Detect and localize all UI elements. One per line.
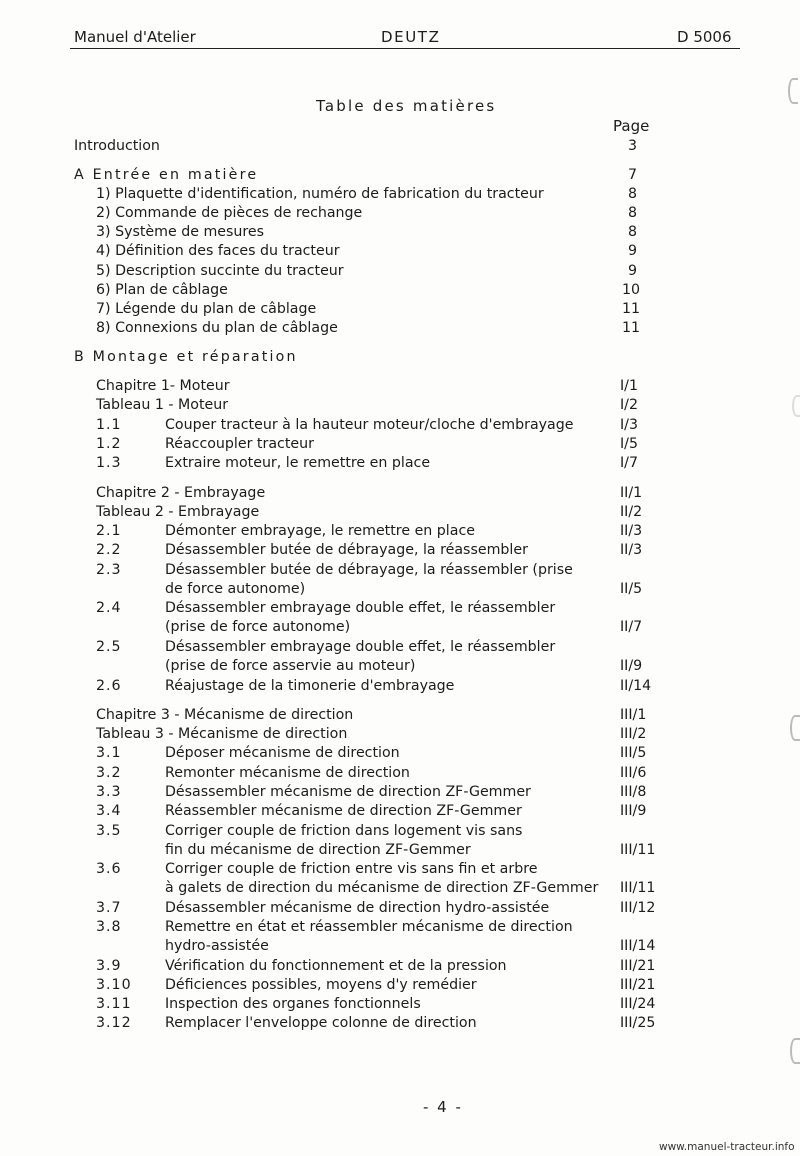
toc-entry[interactable] xyxy=(0,918,800,937)
entry-page: II/14 xyxy=(620,678,652,694)
entry-number: 3.5 xyxy=(96,823,122,839)
toc-entry[interactable] xyxy=(0,1014,800,1033)
entry-label: 5) Description succinte du tracteur xyxy=(96,263,344,279)
entry-label: Désassembler mécanisme de direction ZF-Gemmer xyxy=(165,784,531,800)
toc-entry[interactable] xyxy=(0,764,800,783)
binder-hole-mark xyxy=(788,78,798,104)
header-brand: DEUTZ xyxy=(381,28,441,46)
entry-number: 3.3 xyxy=(96,784,122,800)
entry-page: II/2 xyxy=(620,504,643,520)
toc-entry[interactable] xyxy=(0,599,800,618)
entry-label: Corriger couple de friction dans logement vis sans xyxy=(165,823,523,839)
entry-number: 1.1 xyxy=(96,417,122,433)
toc-entry[interactable] xyxy=(0,561,800,580)
entry-label: Remonter mécanisme de direction xyxy=(165,765,410,781)
entry-number: 2.3 xyxy=(96,562,122,578)
header-manual-title: Manuel d'Atelier xyxy=(74,28,196,46)
entry-page: III/12 xyxy=(620,900,656,916)
toc-entry[interactable] xyxy=(0,638,800,657)
entry-number: 3.8 xyxy=(96,919,122,935)
entry-label-continued: hydro-assistée xyxy=(165,938,269,954)
header-rule xyxy=(70,48,740,49)
table-label: Tableau 2 - Embrayage xyxy=(96,504,260,520)
entry-label: Introduction xyxy=(74,138,160,154)
toc-entry[interactable] xyxy=(0,416,800,435)
entry-page: III/6 xyxy=(620,765,647,781)
entry-page: 3 xyxy=(628,138,638,154)
toc-entry[interactable] xyxy=(0,957,800,976)
entry-page: 8 xyxy=(628,205,638,221)
entry-number: 2.5 xyxy=(96,639,122,655)
entry-label: Désassembler butée de débrayage, la réassembler (prise xyxy=(165,562,573,578)
entry-label: Désassembler embrayage double effet, le réassembler xyxy=(165,639,556,655)
table-label: Tableau 3 - Mécanisme de direction xyxy=(96,726,348,742)
toc-entry[interactable] xyxy=(0,783,800,802)
toc-entry-continued[interactable] xyxy=(0,841,800,860)
toc-entry-continued[interactable] xyxy=(0,618,800,637)
toc-entry[interactable] xyxy=(0,860,800,879)
section-title: A Entrée en matière xyxy=(74,167,259,183)
section-title: B Montage et réparation xyxy=(74,349,298,365)
entry-label: 4) Définition des faces du tracteur xyxy=(96,243,340,259)
toc-entry[interactable] xyxy=(0,976,800,995)
entry-label: Extraire moteur, le remettre en place xyxy=(165,455,431,471)
toc-entry[interactable] xyxy=(0,185,800,204)
website-watermark: www.manuel-tracteur.info xyxy=(659,1141,795,1153)
entry-label: Désassembler mécanisme de direction hydro-assistée xyxy=(165,900,550,916)
entry-page: III/2 xyxy=(620,726,647,742)
toc-entry[interactable] xyxy=(0,454,800,473)
entry-label: 2) Commande de pièces de rechange xyxy=(96,205,363,221)
entry-number: 2.1 xyxy=(96,523,122,539)
toc-entry[interactable] xyxy=(0,677,800,696)
entry-page: III/1 xyxy=(620,707,647,723)
entry-number: 3.11 xyxy=(96,996,132,1012)
toc-entry-introduction[interactable] xyxy=(0,137,800,156)
entry-label: 3) Système de mesures xyxy=(96,224,265,240)
entry-label: Corriger couple de friction entre vis sans fin et arbre xyxy=(165,861,538,877)
entry-number: 1.2 xyxy=(96,436,122,452)
entry-number: 2.6 xyxy=(96,678,122,694)
entry-label: 6) Plan de câblage xyxy=(96,282,228,298)
entry-label: Réaccoupler tracteur xyxy=(165,436,314,452)
entry-label: Déficiences possibles, moyens d'y remédier xyxy=(165,977,477,993)
entry-number: 3.1 xyxy=(96,745,122,761)
entry-page: II/5 xyxy=(620,581,643,597)
entry-label: Démonter embrayage, le remettre en place xyxy=(165,523,475,539)
entry-label-continued: (prise de force asservie au moteur) xyxy=(165,658,416,674)
toc-section-a[interactable] xyxy=(0,166,800,185)
entry-label: Déposer mécanisme de direction xyxy=(165,745,400,761)
toc-entry-continued[interactable] xyxy=(0,879,800,898)
toc-chapter[interactable] xyxy=(0,484,800,503)
toc-entry-continued[interactable] xyxy=(0,937,800,956)
entry-page: II/7 xyxy=(620,619,643,635)
entry-label-continued: (prise de force autonome) xyxy=(165,619,351,635)
entry-label: 1) Plaquette d'identification, numéro de fabrication du tracteur xyxy=(96,186,544,202)
toc-entry[interactable] xyxy=(0,802,800,821)
header-model: D 5006 xyxy=(677,28,732,46)
toc-entry[interactable] xyxy=(0,223,800,242)
toc-chapter[interactable] xyxy=(0,706,800,725)
entry-number: 3.9 xyxy=(96,958,122,974)
toc-entry[interactable] xyxy=(0,300,800,319)
entry-page: III/14 xyxy=(620,938,656,954)
entry-page: I/5 xyxy=(620,436,638,452)
entry-page: I/2 xyxy=(620,397,638,413)
entry-page: 11 xyxy=(622,301,641,317)
entry-label-continued: de force autonome) xyxy=(165,581,306,597)
toc-entry[interactable] xyxy=(0,899,800,918)
entry-label: Remettre en état et réassembler mécanisme de direction xyxy=(165,919,573,935)
page-column-header: Page xyxy=(613,117,650,135)
binder-hole-mark xyxy=(790,1038,800,1064)
entry-label: 8) Connexions du plan de câblage xyxy=(96,320,338,336)
entry-page: III/21 xyxy=(620,958,656,974)
entry-page: II/9 xyxy=(620,658,643,674)
toc-entry[interactable] xyxy=(0,262,800,281)
entry-number: 3.6 xyxy=(96,861,122,877)
entry-number: 3.7 xyxy=(96,900,122,916)
entry-number: 3.4 xyxy=(96,803,122,819)
toc-entry-continued[interactable] xyxy=(0,657,800,676)
toc-entry[interactable] xyxy=(0,281,800,300)
toc-entry[interactable] xyxy=(0,319,800,338)
entry-label: Réassembler mécanisme de direction ZF-Gemmer xyxy=(165,803,522,819)
entry-page: 9 xyxy=(628,243,638,259)
entry-page: II/3 xyxy=(620,542,643,558)
entry-label-continued: à galets de direction du mécanisme de direction ZF-Gemmer xyxy=(165,880,599,896)
entry-number: 3.2 xyxy=(96,765,122,781)
chapter-label: Chapitre 3 - Mécanisme de direction xyxy=(96,707,354,723)
entry-number: 3.10 xyxy=(96,977,132,993)
table-label: Tableau 1 - Moteur xyxy=(96,397,229,413)
entry-page: I/7 xyxy=(620,455,638,471)
entry-page: 9 xyxy=(628,263,638,279)
entry-page: 8 xyxy=(628,186,638,202)
entry-page: I/3 xyxy=(620,417,638,433)
toc-table[interactable] xyxy=(0,396,800,415)
toc-section-b[interactable] xyxy=(0,348,800,367)
entry-label: Désassembler butée de débrayage, la réassembler xyxy=(165,542,528,558)
toc-title: Table des matières xyxy=(316,97,497,115)
entry-number: 2.4 xyxy=(96,600,122,616)
toc-chapter[interactable] xyxy=(0,377,800,396)
entry-number: 1.3 xyxy=(96,455,122,471)
toc-entry[interactable] xyxy=(0,435,800,454)
toc-entry[interactable] xyxy=(0,204,800,223)
entry-page: II/3 xyxy=(620,523,643,539)
toc-entry[interactable] xyxy=(0,522,800,541)
entry-page: III/11 xyxy=(620,880,656,896)
entry-label: Inspection des organes fonctionnels xyxy=(165,996,421,1012)
entry-label-continued: fin du mécanisme de direction ZF-Gemmer xyxy=(165,842,471,858)
entry-page: III/8 xyxy=(620,784,647,800)
entry-label: Remplacer l'enveloppe colonne de direction xyxy=(165,1015,477,1031)
entry-page: I/1 xyxy=(620,378,638,394)
entry-page: III/24 xyxy=(620,996,656,1012)
entry-page: III/25 xyxy=(620,1015,656,1031)
entry-page: III/11 xyxy=(620,842,656,858)
entry-page: 11 xyxy=(622,320,641,336)
toc-entry[interactable] xyxy=(0,822,800,841)
toc-entry-continued[interactable] xyxy=(0,580,800,599)
entry-number: 3.12 xyxy=(96,1015,132,1031)
toc-entry[interactable] xyxy=(0,744,800,763)
entry-page: 7 xyxy=(628,167,638,183)
entry-page: III/5 xyxy=(620,745,647,761)
toc-entry[interactable] xyxy=(0,541,800,560)
entry-label: Désassembler embrayage double effet, le réassembler xyxy=(165,600,556,616)
entry-page: 10 xyxy=(622,282,641,298)
entry-page: 8 xyxy=(628,224,638,240)
chapter-label: Chapitre 1- Moteur xyxy=(96,378,230,394)
entry-label: Vérification du fonctionnement et de la pression xyxy=(165,958,507,974)
toc-entry[interactable] xyxy=(0,242,800,261)
entry-page: II/1 xyxy=(620,485,643,501)
entry-number: 2.2 xyxy=(96,542,122,558)
toc-table[interactable] xyxy=(0,725,800,744)
toc-entry[interactable] xyxy=(0,995,800,1014)
entry-label: 7) Légende du plan de câblage xyxy=(96,301,317,317)
chapter-label: Chapitre 2 - Embrayage xyxy=(96,485,266,501)
toc-table[interactable] xyxy=(0,503,800,522)
entry-page: III/21 xyxy=(620,977,656,993)
entry-label: Couper tracteur à la hauteur moteur/cloche d'embrayage xyxy=(165,417,574,433)
page-number: - 4 - xyxy=(423,1098,463,1116)
entry-page: III/9 xyxy=(620,803,647,819)
entry-label: Réajustage de la timonerie d'embrayage xyxy=(165,678,455,694)
